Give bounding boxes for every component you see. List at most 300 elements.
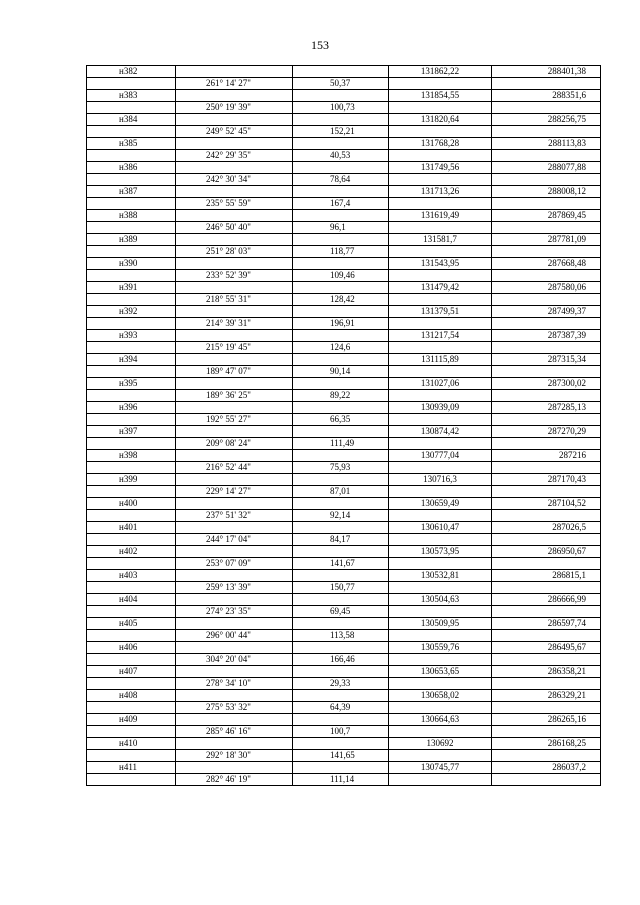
distance-empty-cell bbox=[293, 546, 389, 558]
distance-cell: 166,46 bbox=[293, 654, 389, 666]
segment-row bbox=[87, 558, 601, 570]
y-empty-cell bbox=[492, 774, 601, 786]
direction-angle-cell: 215° 19' 45" bbox=[176, 342, 293, 354]
y-empty-cell bbox=[492, 270, 601, 282]
distance-empty-cell bbox=[293, 594, 389, 606]
distance-cell: 50,37 bbox=[293, 78, 389, 90]
distance-cell: 113,58 bbox=[293, 630, 389, 642]
point-empty-cell bbox=[87, 294, 176, 306]
x-coordinate-cell: 130559,76 bbox=[389, 642, 492, 654]
point-row bbox=[87, 690, 601, 702]
distance-empty-cell bbox=[293, 354, 389, 366]
direction-angle-cell: 233° 52' 39" bbox=[176, 270, 293, 282]
point-empty-cell bbox=[87, 126, 176, 138]
x-empty-cell bbox=[389, 318, 492, 330]
point-name-cell: н389 bbox=[87, 234, 176, 246]
point-row bbox=[87, 402, 601, 414]
distance-empty-cell bbox=[293, 714, 389, 726]
direction-angle-cell: 278° 34' 10" bbox=[176, 678, 293, 690]
segment-row bbox=[87, 582, 601, 594]
x-coordinate-cell: 131479,42 bbox=[389, 282, 492, 294]
distance-cell: 109,46 bbox=[293, 270, 389, 282]
y-coordinate-cell: 287499,37 bbox=[492, 306, 601, 318]
point-name-cell: н382 bbox=[87, 66, 176, 78]
x-coordinate-cell: 131619,49 bbox=[389, 210, 492, 222]
distance-cell: 78,64 bbox=[293, 174, 389, 186]
angle-empty-cell bbox=[176, 618, 293, 630]
point-name-cell: н407 bbox=[87, 666, 176, 678]
point-row bbox=[87, 138, 601, 150]
y-coordinate-cell: 288008,12 bbox=[492, 186, 601, 198]
point-empty-cell bbox=[87, 342, 176, 354]
distance-empty-cell bbox=[293, 306, 389, 318]
point-empty-cell bbox=[87, 678, 176, 690]
distance-cell: 196,91 bbox=[293, 318, 389, 330]
x-empty-cell bbox=[389, 558, 492, 570]
x-coordinate-cell: 131581,7 bbox=[389, 234, 492, 246]
distance-cell: 100,7 bbox=[293, 726, 389, 738]
point-name-cell: н397 bbox=[87, 426, 176, 438]
point-empty-cell bbox=[87, 270, 176, 282]
point-row bbox=[87, 762, 601, 774]
x-empty-cell bbox=[389, 342, 492, 354]
y-empty-cell bbox=[492, 222, 601, 234]
distance-cell: 69,45 bbox=[293, 606, 389, 618]
distance-cell: 84,17 bbox=[293, 534, 389, 546]
x-coordinate-cell: 130745,77 bbox=[389, 762, 492, 774]
direction-angle-cell: 235° 55' 59" bbox=[176, 198, 293, 210]
distance-cell: 152,21 bbox=[293, 126, 389, 138]
angle-empty-cell bbox=[176, 162, 293, 174]
point-name-cell: н390 bbox=[87, 258, 176, 270]
distance-empty-cell bbox=[293, 378, 389, 390]
distance-cell: 111,49 bbox=[293, 438, 389, 450]
direction-angle-cell: 237° 51' 32" bbox=[176, 510, 293, 522]
distance-cell: 100,73 bbox=[293, 102, 389, 114]
point-row bbox=[87, 258, 601, 270]
x-empty-cell bbox=[389, 462, 492, 474]
x-empty-cell bbox=[389, 654, 492, 666]
x-empty-cell bbox=[389, 198, 492, 210]
angle-empty-cell bbox=[176, 522, 293, 534]
point-name-cell: н400 bbox=[87, 498, 176, 510]
angle-empty-cell bbox=[176, 546, 293, 558]
y-coordinate-cell: 287104,52 bbox=[492, 498, 601, 510]
point-name-cell: н404 bbox=[87, 594, 176, 606]
angle-empty-cell bbox=[176, 378, 293, 390]
y-coordinate-cell: 286265,16 bbox=[492, 714, 601, 726]
y-coordinate-cell: 287387,39 bbox=[492, 330, 601, 342]
distance-cell: 75,93 bbox=[293, 462, 389, 474]
point-name-cell: н387 bbox=[87, 186, 176, 198]
distance-empty-cell bbox=[293, 162, 389, 174]
direction-angle-cell: 214° 39' 31" bbox=[176, 318, 293, 330]
x-empty-cell bbox=[389, 606, 492, 618]
angle-empty-cell bbox=[176, 714, 293, 726]
direction-angle-cell: 192° 55' 27" bbox=[176, 414, 293, 426]
point-empty-cell bbox=[87, 534, 176, 546]
y-coordinate-cell: 287781,09 bbox=[492, 234, 601, 246]
point-name-cell: н384 bbox=[87, 114, 176, 126]
x-empty-cell bbox=[389, 582, 492, 594]
y-coordinate-cell: 286329,21 bbox=[492, 690, 601, 702]
x-empty-cell bbox=[389, 270, 492, 282]
coordinates-table bbox=[86, 65, 601, 786]
x-empty-cell bbox=[389, 414, 492, 426]
y-empty-cell bbox=[492, 606, 601, 618]
y-empty-cell bbox=[492, 366, 601, 378]
direction-angle-cell: 242° 30' 34" bbox=[176, 174, 293, 186]
y-empty-cell bbox=[492, 390, 601, 402]
point-row bbox=[87, 114, 601, 126]
x-empty-cell bbox=[389, 126, 492, 138]
x-coordinate-cell: 130939,09 bbox=[389, 402, 492, 414]
point-row bbox=[87, 450, 601, 462]
point-row bbox=[87, 642, 601, 654]
point-row bbox=[87, 378, 601, 390]
y-empty-cell bbox=[492, 582, 601, 594]
point-empty-cell bbox=[87, 606, 176, 618]
point-empty-cell bbox=[87, 774, 176, 786]
y-empty-cell bbox=[492, 342, 601, 354]
segment-row bbox=[87, 342, 601, 354]
point-row bbox=[87, 666, 601, 678]
angle-empty-cell bbox=[176, 594, 293, 606]
y-coordinate-cell: 286358,21 bbox=[492, 666, 601, 678]
y-coordinate-cell: 287270,29 bbox=[492, 426, 601, 438]
x-coordinate-cell: 131713,26 bbox=[389, 186, 492, 198]
y-empty-cell bbox=[492, 510, 601, 522]
distance-cell: 92,14 bbox=[293, 510, 389, 522]
point-empty-cell bbox=[87, 702, 176, 714]
x-empty-cell bbox=[389, 630, 492, 642]
x-coordinate-cell: 131820,64 bbox=[389, 114, 492, 126]
point-name-cell: н395 bbox=[87, 378, 176, 390]
point-empty-cell bbox=[87, 366, 176, 378]
distance-empty-cell bbox=[293, 282, 389, 294]
distance-empty-cell bbox=[293, 90, 389, 102]
point-row bbox=[87, 90, 601, 102]
point-name-cell: н403 bbox=[87, 570, 176, 582]
point-row bbox=[87, 66, 601, 78]
y-empty-cell bbox=[492, 630, 601, 642]
angle-empty-cell bbox=[176, 210, 293, 222]
x-empty-cell bbox=[389, 438, 492, 450]
distance-empty-cell bbox=[293, 426, 389, 438]
point-name-cell: н405 bbox=[87, 618, 176, 630]
point-empty-cell bbox=[87, 414, 176, 426]
point-empty-cell bbox=[87, 558, 176, 570]
x-empty-cell bbox=[389, 510, 492, 522]
x-empty-cell bbox=[389, 150, 492, 162]
direction-angle-cell: 253° 07' 09" bbox=[176, 558, 293, 570]
distance-empty-cell bbox=[293, 474, 389, 486]
direction-angle-cell: 229° 14' 27" bbox=[176, 486, 293, 498]
point-empty-cell bbox=[87, 510, 176, 522]
y-coordinate-cell: 288077,88 bbox=[492, 162, 601, 174]
point-name-cell: н388 bbox=[87, 210, 176, 222]
y-coordinate-cell: 287580,06 bbox=[492, 282, 601, 294]
direction-angle-cell: 251° 28' 03" bbox=[176, 246, 293, 258]
direction-angle-cell: 244° 17' 04" bbox=[176, 534, 293, 546]
y-empty-cell bbox=[492, 150, 601, 162]
point-empty-cell bbox=[87, 102, 176, 114]
point-name-cell: н401 bbox=[87, 522, 176, 534]
point-name-cell: н406 bbox=[87, 642, 176, 654]
point-row bbox=[87, 714, 601, 726]
point-row bbox=[87, 594, 601, 606]
point-name-cell: н408 bbox=[87, 690, 176, 702]
distance-cell: 150,77 bbox=[293, 582, 389, 594]
direction-angle-cell: 216° 52' 44" bbox=[176, 462, 293, 474]
angle-empty-cell bbox=[176, 690, 293, 702]
point-empty-cell bbox=[87, 654, 176, 666]
y-empty-cell bbox=[492, 246, 601, 258]
distance-empty-cell bbox=[293, 258, 389, 270]
angle-empty-cell bbox=[176, 666, 293, 678]
y-empty-cell bbox=[492, 702, 601, 714]
segment-row bbox=[87, 222, 601, 234]
x-empty-cell bbox=[389, 750, 492, 762]
segment-row bbox=[87, 126, 601, 138]
distance-cell: 96,1 bbox=[293, 222, 389, 234]
x-coordinate-cell: 131749,56 bbox=[389, 162, 492, 174]
y-empty-cell bbox=[492, 750, 601, 762]
segment-row bbox=[87, 510, 601, 522]
segment-row bbox=[87, 318, 601, 330]
x-coordinate-cell: 130509,95 bbox=[389, 618, 492, 630]
y-empty-cell bbox=[492, 654, 601, 666]
x-coordinate-cell: 130659,49 bbox=[389, 498, 492, 510]
y-coordinate-cell: 287170,43 bbox=[492, 474, 601, 486]
point-empty-cell bbox=[87, 750, 176, 762]
point-name-cell: н396 bbox=[87, 402, 176, 414]
angle-empty-cell bbox=[176, 66, 293, 78]
point-row bbox=[87, 330, 601, 342]
point-empty-cell bbox=[87, 222, 176, 234]
segment-row bbox=[87, 294, 601, 306]
distance-empty-cell bbox=[293, 522, 389, 534]
distance-empty-cell bbox=[293, 450, 389, 462]
point-row bbox=[87, 738, 601, 750]
angle-empty-cell bbox=[176, 330, 293, 342]
point-row bbox=[87, 618, 601, 630]
point-row bbox=[87, 306, 601, 318]
x-coordinate-cell: 131217,54 bbox=[389, 330, 492, 342]
point-row bbox=[87, 570, 601, 582]
y-empty-cell bbox=[492, 486, 601, 498]
angle-empty-cell bbox=[176, 90, 293, 102]
direction-angle-cell: 275° 53' 32" bbox=[176, 702, 293, 714]
x-empty-cell bbox=[389, 366, 492, 378]
x-empty-cell bbox=[389, 174, 492, 186]
segment-row bbox=[87, 606, 601, 618]
point-row bbox=[87, 210, 601, 222]
angle-empty-cell bbox=[176, 642, 293, 654]
distance-cell: 118,77 bbox=[293, 246, 389, 258]
y-empty-cell bbox=[492, 174, 601, 186]
distance-empty-cell bbox=[293, 618, 389, 630]
point-empty-cell bbox=[87, 174, 176, 186]
x-coordinate-cell: 130653,65 bbox=[389, 666, 492, 678]
point-name-cell: н409 bbox=[87, 714, 176, 726]
x-empty-cell bbox=[389, 702, 492, 714]
segment-row bbox=[87, 486, 601, 498]
segment-row bbox=[87, 366, 601, 378]
x-empty-cell bbox=[389, 486, 492, 498]
y-empty-cell bbox=[492, 78, 601, 90]
direction-angle-cell: 249° 52' 45" bbox=[176, 126, 293, 138]
x-empty-cell bbox=[389, 246, 492, 258]
x-coordinate-cell: 130716,3 bbox=[389, 474, 492, 486]
x-empty-cell bbox=[389, 726, 492, 738]
point-row bbox=[87, 162, 601, 174]
y-empty-cell bbox=[492, 462, 601, 474]
direction-angle-cell: 296° 00' 44" bbox=[176, 630, 293, 642]
point-row bbox=[87, 426, 601, 438]
segment-row bbox=[87, 390, 601, 402]
angle-empty-cell bbox=[176, 234, 293, 246]
point-name-cell: н392 bbox=[87, 306, 176, 318]
point-empty-cell bbox=[87, 390, 176, 402]
point-name-cell: н391 bbox=[87, 282, 176, 294]
point-name-cell: н385 bbox=[87, 138, 176, 150]
point-empty-cell bbox=[87, 198, 176, 210]
direction-angle-cell: 282° 46' 19" bbox=[176, 774, 293, 786]
x-empty-cell bbox=[389, 678, 492, 690]
segment-row bbox=[87, 246, 601, 258]
x-coordinate-cell: 130692 bbox=[389, 738, 492, 750]
y-coordinate-cell: 287300,02 bbox=[492, 378, 601, 390]
distance-empty-cell bbox=[293, 186, 389, 198]
x-empty-cell bbox=[389, 102, 492, 114]
segment-row bbox=[87, 438, 601, 450]
point-row bbox=[87, 498, 601, 510]
y-coordinate-cell: 286495,67 bbox=[492, 642, 601, 654]
direction-angle-cell: 189° 36' 25" bbox=[176, 390, 293, 402]
y-empty-cell bbox=[492, 294, 601, 306]
angle-empty-cell bbox=[176, 474, 293, 486]
segment-row bbox=[87, 726, 601, 738]
distance-cell: 89,22 bbox=[293, 390, 389, 402]
x-coordinate-cell: 130532,81 bbox=[389, 570, 492, 582]
point-name-cell: н411 bbox=[87, 762, 176, 774]
x-coordinate-cell: 130610,47 bbox=[389, 522, 492, 534]
page-number: 153 bbox=[311, 38, 329, 52]
x-coordinate-cell: 131543,95 bbox=[389, 258, 492, 270]
angle-empty-cell bbox=[176, 186, 293, 198]
distance-empty-cell bbox=[293, 66, 389, 78]
segment-row bbox=[87, 150, 601, 162]
x-coordinate-cell: 131768,28 bbox=[389, 138, 492, 150]
direction-angle-cell: 209° 08' 24" bbox=[176, 438, 293, 450]
y-coordinate-cell: 286037,2 bbox=[492, 762, 601, 774]
y-empty-cell bbox=[492, 726, 601, 738]
y-coordinate-cell: 287285,13 bbox=[492, 402, 601, 414]
point-row bbox=[87, 186, 601, 198]
distance-empty-cell bbox=[293, 234, 389, 246]
segment-row bbox=[87, 174, 601, 186]
coordinates-table-body bbox=[87, 66, 601, 786]
distance-empty-cell bbox=[293, 762, 389, 774]
point-row bbox=[87, 354, 601, 366]
point-empty-cell bbox=[87, 726, 176, 738]
angle-empty-cell bbox=[176, 282, 293, 294]
y-coordinate-cell: 287315,34 bbox=[492, 354, 601, 366]
point-name-cell: н398 bbox=[87, 450, 176, 462]
segment-row bbox=[87, 270, 601, 282]
x-empty-cell bbox=[389, 222, 492, 234]
y-coordinate-cell: 286597,74 bbox=[492, 618, 601, 630]
segment-row bbox=[87, 774, 601, 786]
point-name-cell: н402 bbox=[87, 546, 176, 558]
angle-empty-cell bbox=[176, 426, 293, 438]
y-coordinate-cell: 287026,5 bbox=[492, 522, 601, 534]
angle-empty-cell bbox=[176, 762, 293, 774]
point-empty-cell bbox=[87, 582, 176, 594]
y-coordinate-cell: 286666,99 bbox=[492, 594, 601, 606]
y-empty-cell bbox=[492, 558, 601, 570]
distance-empty-cell bbox=[293, 690, 389, 702]
y-coordinate-cell: 286950,67 bbox=[492, 546, 601, 558]
point-row bbox=[87, 234, 601, 246]
angle-empty-cell bbox=[176, 450, 293, 462]
distance-empty-cell bbox=[293, 738, 389, 750]
x-empty-cell bbox=[389, 390, 492, 402]
distance-empty-cell bbox=[293, 642, 389, 654]
point-name-cell: н410 bbox=[87, 738, 176, 750]
distance-cell: 29,33 bbox=[293, 678, 389, 690]
distance-empty-cell bbox=[293, 330, 389, 342]
distance-cell: 141,67 bbox=[293, 558, 389, 570]
direction-angle-cell: 259° 13' 39" bbox=[176, 582, 293, 594]
y-empty-cell bbox=[492, 438, 601, 450]
y-coordinate-cell: 288113,83 bbox=[492, 138, 601, 150]
direction-angle-cell: 250° 19' 39" bbox=[176, 102, 293, 114]
point-empty-cell bbox=[87, 630, 176, 642]
distance-empty-cell bbox=[293, 138, 389, 150]
x-empty-cell bbox=[389, 78, 492, 90]
y-empty-cell bbox=[492, 534, 601, 546]
segment-row bbox=[87, 534, 601, 546]
x-empty-cell bbox=[389, 774, 492, 786]
x-coordinate-cell: 131115,89 bbox=[389, 354, 492, 366]
distance-cell: 87,01 bbox=[293, 486, 389, 498]
distance-empty-cell bbox=[293, 114, 389, 126]
direction-angle-cell: 285° 46' 16" bbox=[176, 726, 293, 738]
x-coordinate-cell: 131027,06 bbox=[389, 378, 492, 390]
y-coordinate-cell: 286815,1 bbox=[492, 570, 601, 582]
distance-cell: 66,35 bbox=[293, 414, 389, 426]
y-coordinate-cell: 288256,75 bbox=[492, 114, 601, 126]
distance-empty-cell bbox=[293, 402, 389, 414]
direction-angle-cell: 242° 29' 35" bbox=[176, 150, 293, 162]
distance-cell: 128,42 bbox=[293, 294, 389, 306]
y-coordinate-cell: 287216 bbox=[492, 450, 601, 462]
segment-row bbox=[87, 102, 601, 114]
distance-empty-cell bbox=[293, 666, 389, 678]
distance-cell: 40,53 bbox=[293, 150, 389, 162]
segment-row bbox=[87, 702, 601, 714]
point-row bbox=[87, 522, 601, 534]
x-coordinate-cell: 130777,04 bbox=[389, 450, 492, 462]
x-coordinate-cell: 131862,22 bbox=[389, 66, 492, 78]
segment-row bbox=[87, 678, 601, 690]
y-empty-cell bbox=[492, 678, 601, 690]
point-empty-cell bbox=[87, 78, 176, 90]
x-coordinate-cell: 131379,51 bbox=[389, 306, 492, 318]
segment-row bbox=[87, 462, 601, 474]
